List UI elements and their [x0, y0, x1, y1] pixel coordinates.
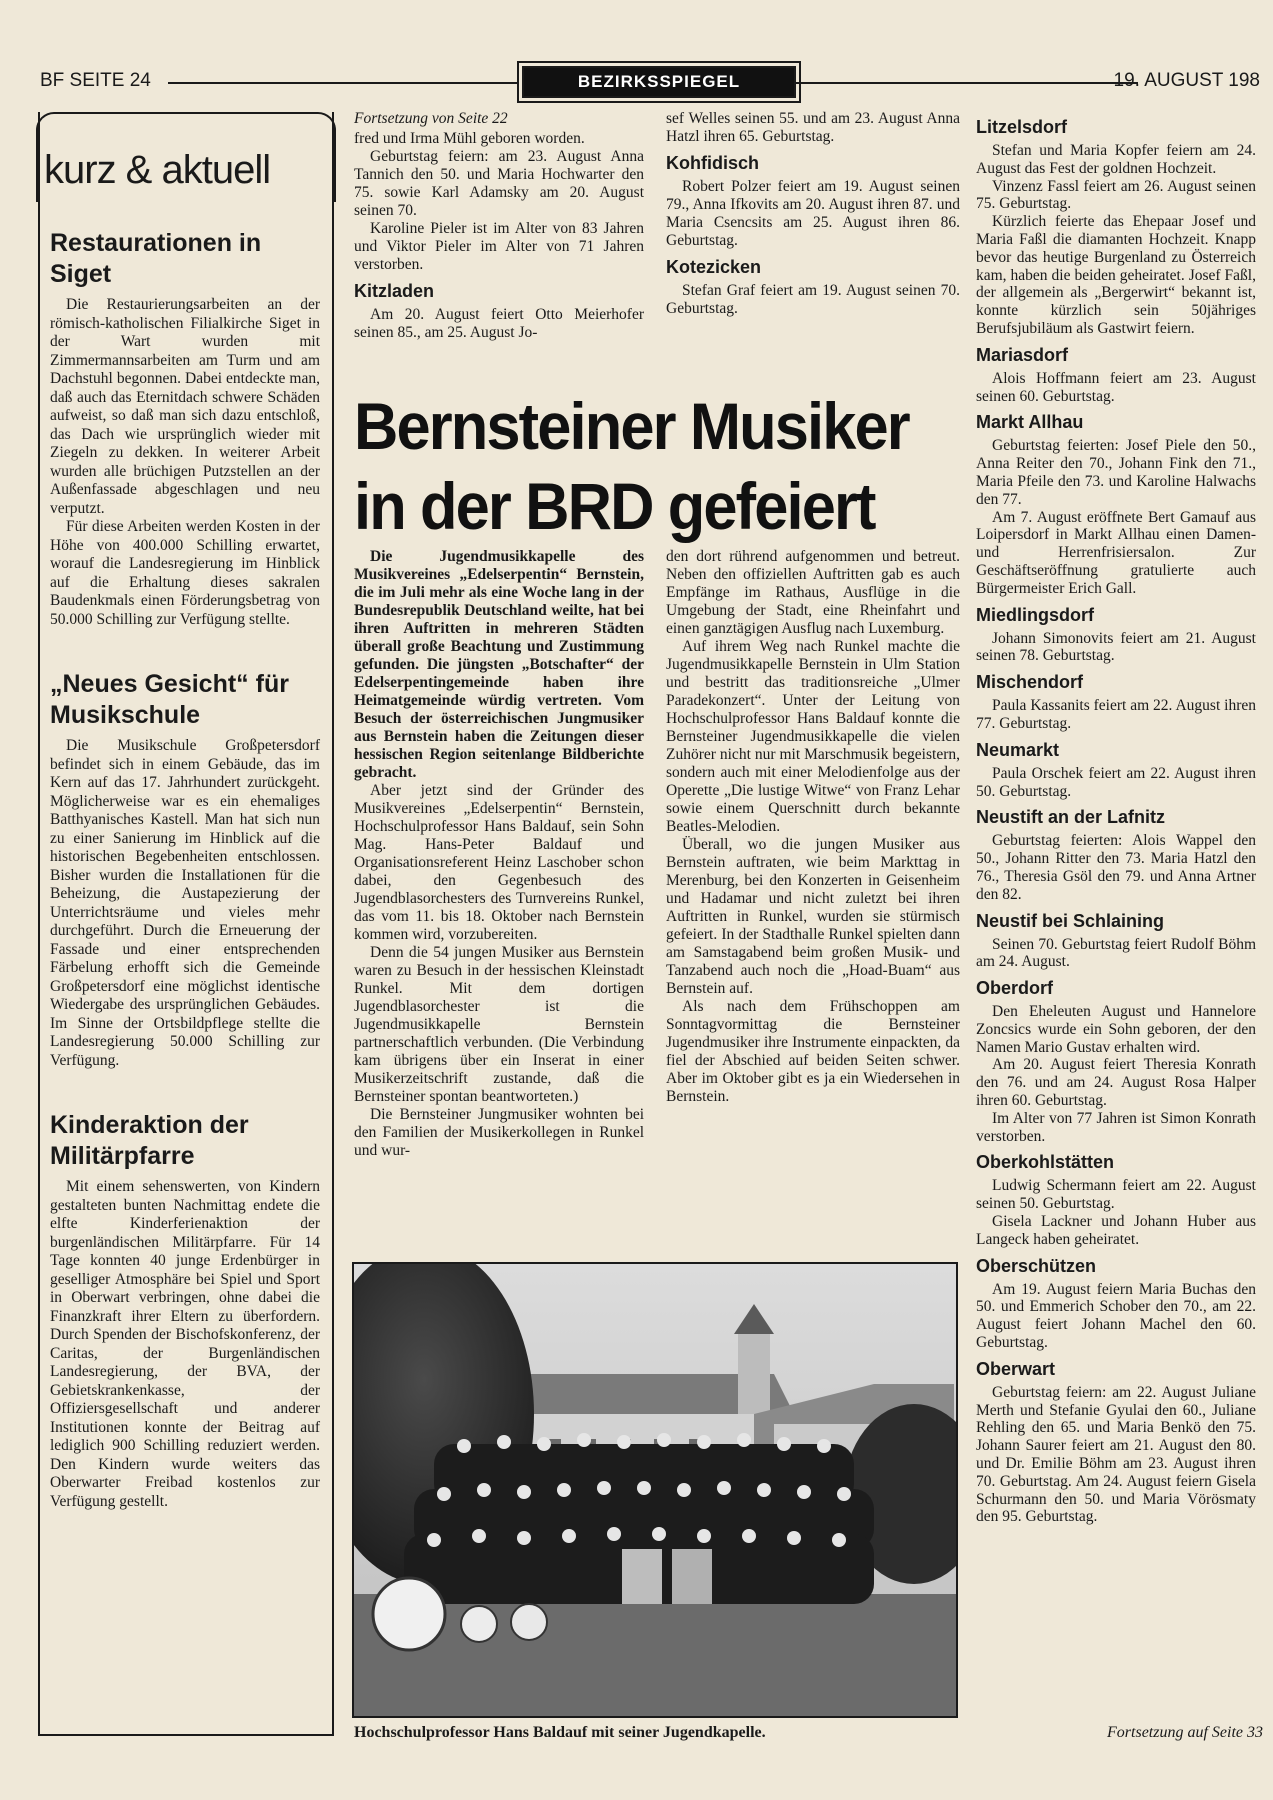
town-heading: Kotezicken — [666, 257, 762, 277]
paragraph: Ludwig Schermann feiert am 22. August seinen 50. Geburtstag. — [976, 1177, 1256, 1213]
town-heading: Mischendorf — [976, 672, 1084, 693]
page-header — [40, 66, 1260, 100]
town-heading: Neustif bei Schlaining — [976, 910, 1165, 931]
article-text: Die Restaurierungsarbeiten an der römisch-katholischen Filialkirche Siget in der Wart wurden mit Zimmermannsarbeiten am Turm und am Dachstuhl begonnen. Dabei entdeckte man, daß auch das Eternitdach schwere Schäden aufweist, so daß man sich dazu entschloß, das Dach wie ursprünglich wieder mit Ziegeln zu dekken. In weiterer Arbeit wurden alle brüchigen Putzstellen an der Außenfassade abgeschlagen und neu verputzt. — [50, 296, 320, 517]
paragraph: Johann Simonovits feiert am 21. August seinen 78. Geburtstag. — [976, 629, 1256, 665]
article-text: Mit einem sehenswerten, von Kindern gestalteten bunten Nachmittag endete die elfte Kinderferienaktion der burgenländischen Militärpfarre. Für 14 Tage konnten 40 junge Erdenbürger in geselliger Atmosphäre bei Spiel und Sport in Oberwart verbringen, ohne dabei die Finanzkraft ihrer Eltern zu überfordern. Durch Spenden der Bischofskonferenz, der Caritas, der Burgenländischen Landesregierung, der BVA, der Gebietskrankenkasse, der Offiziersgesellschaft und anderer Institutionen konnte der Beitrag auf lediglich 900 Schilling reduziert werden. Den Kindern wurde weiters das Oberwarter Freibad kostenlos zur Verfügung gestellt. — [50, 1178, 320, 1510]
continued-to: Fortsetzung auf Seite 33 — [1107, 1724, 1263, 1741]
header-rule-right — [796, 82, 1138, 84]
town-heading: Oberschützen — [976, 1255, 1097, 1276]
paragraph: Robert Polzer feiert am 19. August seinen 79., Anna Ifkovits am 20. August ihren 87. und Maria Csencsits am 25. August ihren 86. Geburtstag. — [666, 178, 960, 249]
column-2-top — [354, 110, 644, 342]
article-text: Für diese Arbeiten werden Kosten in der Höhe von 400.000 Schilling erwartet, worauf die Landesregierung im Hinblick auf die Erhaltung dieses sakralen Baudenkmals einen Förderungsbetrag von 50.000 Schilling zur Verfügung stellte. — [50, 518, 320, 628]
paragraph: Am 7. August eröffnete Bert Gamauf aus Loipersdorf in Markt Allhau einen Damen- und Herrenfrisiersalon. Zur Geschäftseröffnung gratulierte auch Bürgermeister Erich Gall. — [976, 508, 1256, 597]
paragraph: Die Bernsteiner Jungmusiker wohnten bei den Familien der Musikerkollegen in Runkel und wur- — [354, 1106, 644, 1159]
paragraph: Vinzenz Fassl feiert am 26. August seinen 75. Geburtstag. — [976, 177, 1256, 213]
article-text: Die Musikschule Großpetersdorf befindet sich in einem Gebäude, das im Kern auf das 17. Jahrhundert zurückgeht. Möglicherweise war es ein ehemaliges Batthyanisches Kastell. Man hat sich nun zu einer Sanierung im Hinblick auf die historischen Begebenheiten entschlossen. Bisher wurden die Installationen für die Beheizung, die Austapezierung der Unterrichtsräume und vieles mehr durchgeführt. Durch die Erneuerung der Fassade und einer entsprechenden Färbelung erhofft sich die Gemeinde Großpetersdorf eine möglichst identische Wiedergabe des ursprünglichen Gebäudes. Im Sinne der Ortsbildpflege stellte die Landesregierung 50.000 Schilling zur Verfügung. — [50, 737, 320, 1069]
paragraph: Gisela Lackner und Johann Huber aus Langeck haben geheiratet. — [976, 1213, 1256, 1248]
page-number: BF SEITE 24 — [40, 70, 151, 91]
town-heading: Neustift an der Lafnitz — [976, 807, 1166, 828]
paragraph: Den Eheleuten August und Hannelore Zoncsics wurde ein Sohn geboren, der den Namen Mario Gustav erhalten wird. — [976, 1003, 1256, 1056]
article-column-right — [666, 548, 960, 1106]
town-heading: Oberkohlstätten — [976, 1152, 1115, 1173]
paragraph: Aber jetzt sind der Gründer des Musikvereines „Edelserpentin“ Bernstein, Hochschulprofessor Hans Baldauf, sein Sohn Mag. Hans-Peter Baldauf und Organisationsreferent Heinz Laschober schon dabei, den Gegenbesuch des Jugendblasorchesters des Turnvereins Runkel, das vom 11. bis 18. Oktober nach Bernstein kommen wird, vorzubereiten. — [354, 782, 644, 943]
town-heading: Oberwart — [976, 1358, 1056, 1379]
band-photo — [352, 1262, 958, 1718]
town-heading: Mariasdorf — [976, 344, 1069, 365]
photo-caption: Hochschulprofessor Hans Baldauf mit seiner Jugendkapelle. — [354, 1724, 766, 1741]
paragraph: Überall, wo die jungen Musiker aus Bernstein auftraten, wie beim Markttag in Merenburg, bei den Konzerten in Geisenheim und Hadamar und nicht zuletzt bei ihren Auftritten in Runkel, wurden sie stürmisch gefeiert. In der Stadthalle Runkel spielten dann am Samstagabend beim großen Musik- und Tanzabend auch noch die „Hoad-Buam“ aus Bernstein auf. — [666, 836, 960, 997]
town-heading: Oberdorf — [976, 978, 1054, 999]
paragraph: Stefan und Maria Kopfer feiern am 24. August das Fest der goldnen Hochzeit. — [976, 142, 1256, 177]
article-heading: Restaurationen in Siget — [50, 229, 262, 288]
town-heading: Kohfidisch — [666, 153, 759, 173]
sidebar-title: kurz & aktuell — [44, 148, 271, 192]
issue-date: 19. AUGUST 198 — [1113, 70, 1260, 91]
column-4 — [976, 110, 1256, 1526]
town-heading: Neumarkt — [976, 739, 1060, 760]
continued-from: Fortsetzung von Seite 22 — [354, 110, 508, 127]
paragraph: Seinen 70. Geburtstag feiert Rudolf Böhm am 24. August. — [976, 935, 1256, 971]
paragraph: Am 20. August feiert Otto Meierhofer seinen 85., am 25. August Jo- — [354, 306, 644, 341]
article-column-left — [354, 548, 644, 1160]
paragraph: Karoline Pieler ist im Alter von 83 Jahren und Viktor Pieler im Alter von 71 Jahren verstorben. — [354, 220, 644, 273]
paragraph: Im Alter von 77 Jahren ist Simon Konrath verstorben. — [976, 1109, 1256, 1145]
headline-line-1: Bernsteiner Musiker — [354, 389, 909, 463]
article-heading: „Neues Gesicht“ für Musikschule — [50, 670, 289, 729]
paragraph: Paula Orschek feiert am 22. August ihren 50. Geburtstag. — [976, 764, 1256, 800]
town-heading: Miedlingsdorf — [976, 604, 1094, 625]
header-rule-left — [168, 82, 518, 84]
paragraph: Paula Kassanits feiert am 22. August ihren 77. Geburtstag. — [976, 697, 1256, 732]
paragraph: Stefan Graf feiert am 19. August seinen 70. Geburtstag. — [666, 282, 960, 317]
paragraph: fred und Irma Mühl geboren worden. — [354, 130, 585, 147]
town-heading: Markt Allhau — [976, 412, 1084, 433]
paragraph: Auf ihrem Weg nach Runkel machte die Jugendmusikkapelle Bernstein in Ulm Station und bestritt das traditionsreiche „Ulmer Paradekonzert“. Unter der Leitung von Hochschulprofessor Hans Baldauf konnte die Bernsteiner Jugendmusikkapelle die vielen Zuhörer nicht nur mit Marschmusik begeistern, sondern auch mit einer Melodienfolge aus der Operette „Die lustige Witwe“ von Franz Lehar sowie einem Querschnitt durch bekannte Beatles-Melodien. — [666, 638, 960, 835]
paragraph: Am 19. August feiern Maria Buchas den 50. und Emmerich Schober den 70., am 22. August feiert Johann Machel den 60. Geburtstag. — [976, 1280, 1256, 1352]
paragraph: sef Welles seinen 55. und am 23. August Anna Hatzl ihren 65. Geburtstag. — [666, 110, 960, 145]
article-heading: Kinderaktion der Militärpfarre — [50, 1111, 249, 1170]
paragraph: Geburtstag feiern: am 22. August Juliane Merth und Stefanie Gyulai den 60., Juliane Rehling den 65. und Maria Benkö den 75. Johann Saurer feiert am 21. August den 80. und Dr. Emilie Böhm am 23. August ihren 70. Geburtstag. Am 24. August feiern Gisela Schurmann den 50. und Maria Vörösmaty den 95. Geburtstag. — [976, 1383, 1256, 1526]
town-heading: Kitzladen — [354, 281, 435, 301]
paragraph: Geburtstag feierten: Josef Piele den 50., Anna Reiter den 70., Johann Fink den 71., Maria Pfeile den 73. und Karoline Halwachs den 77. — [976, 437, 1256, 508]
paragraph: den dort rührend aufgenommen und betreut. Neben den offiziellen Auftritten gab es auch Empfänge im Rathaus, Ausflüge in die Umgebung der Stadt, eine Rheinfahrt und einen ganztägigen Ausflug nach Luxemburg. — [666, 548, 960, 637]
paragraph: Als nach dem Frühschoppen am Sonntagvormittag die Bernsteiner Jugendmusiker ihre Instrumente einpackten, da fiel der Abschied auf beiden Seiten schwer. Aber im Oktober gibt es ja ein Wiedersehen in Bernstein. — [666, 998, 960, 1105]
main-headline — [354, 386, 931, 546]
paragraph: Geburtstag feiern: am 23. August Anna Tannich den 50. und Maria Hochwarter den 75. sowie Karl Adamsky am 20. August seinen 70. — [354, 148, 644, 219]
paragraph: Denn die 54 jungen Musiker aus Bernstein waren zu Besuch in der hessischen Kleinstadt Runkel. Mit dem dortigen Jugendblasorchester ist die Jugendmusikkapelle Bernstein partnerschaftlich verbunden. (Die Verbindung kam übrigens über ein Inserat in einer Musikerzeitschrift zustande, daß die Bernsteiner spontan beantworteten.) — [354, 944, 644, 1105]
paragraph: Kürzlich feierte das Ehepaar Josef und Maria Faßl die diamanten Hochzeit. Knapp bevor das heutige Burgenland zu Österreich kam, haben die beiden geheiratet. Josef Faßl, der allgemein als „Bergerwirt“ bekannt ist, konnte kürzlich sein 50jähriges Berufsjubiläum als Gastwirt feiern. — [976, 213, 1256, 337]
band-photo-illustration — [354, 1264, 956, 1716]
town-heading: Litzelsdorf — [976, 117, 1068, 137]
column-3-top — [666, 110, 960, 318]
section-title: BEZIRKSSPIEGEL — [522, 66, 796, 98]
paragraph: Am 20. August feiert Theresia Konrath den 76. und am 24. August Rosa Halper ihren 60. Geburtstag. — [976, 1056, 1256, 1110]
sidebar-articles — [50, 228, 320, 1511]
article-lead: Die Jugendmusikkapelle des Musikvereines „Edelserpentin“ Bernstein, die im Juli mehr als eine Woche lang in der Bundesrepublik Deutschland weilte, hat bei ihren Auftritten in mehreren Städten überall große Beachtung und Zustimmung gefunden. Die jüngsten „Botschafter“ der Edelserpentingemeinde haben ihre Heimatgemeinde würdig vertreten. Vom Besuch der österreichischen Jungmusiker aus Bernstein haben die Zeitungen dieser hessischen Region seitenlange Bildberichte gebracht. — [354, 548, 644, 781]
paragraph: Alois Hoffmann feiert am 23. August seinen 60. Geburtstag. — [976, 369, 1256, 405]
paragraph: Geburtstag feierten: Alois Wappel den 50., Johann Ritter den 73. Maria Hatzl den 76., Theresia Gsöl den 79. und Anna Artner den 82. — [976, 832, 1256, 903]
headline-line-2: in der BRD gefeiert — [354, 469, 875, 543]
